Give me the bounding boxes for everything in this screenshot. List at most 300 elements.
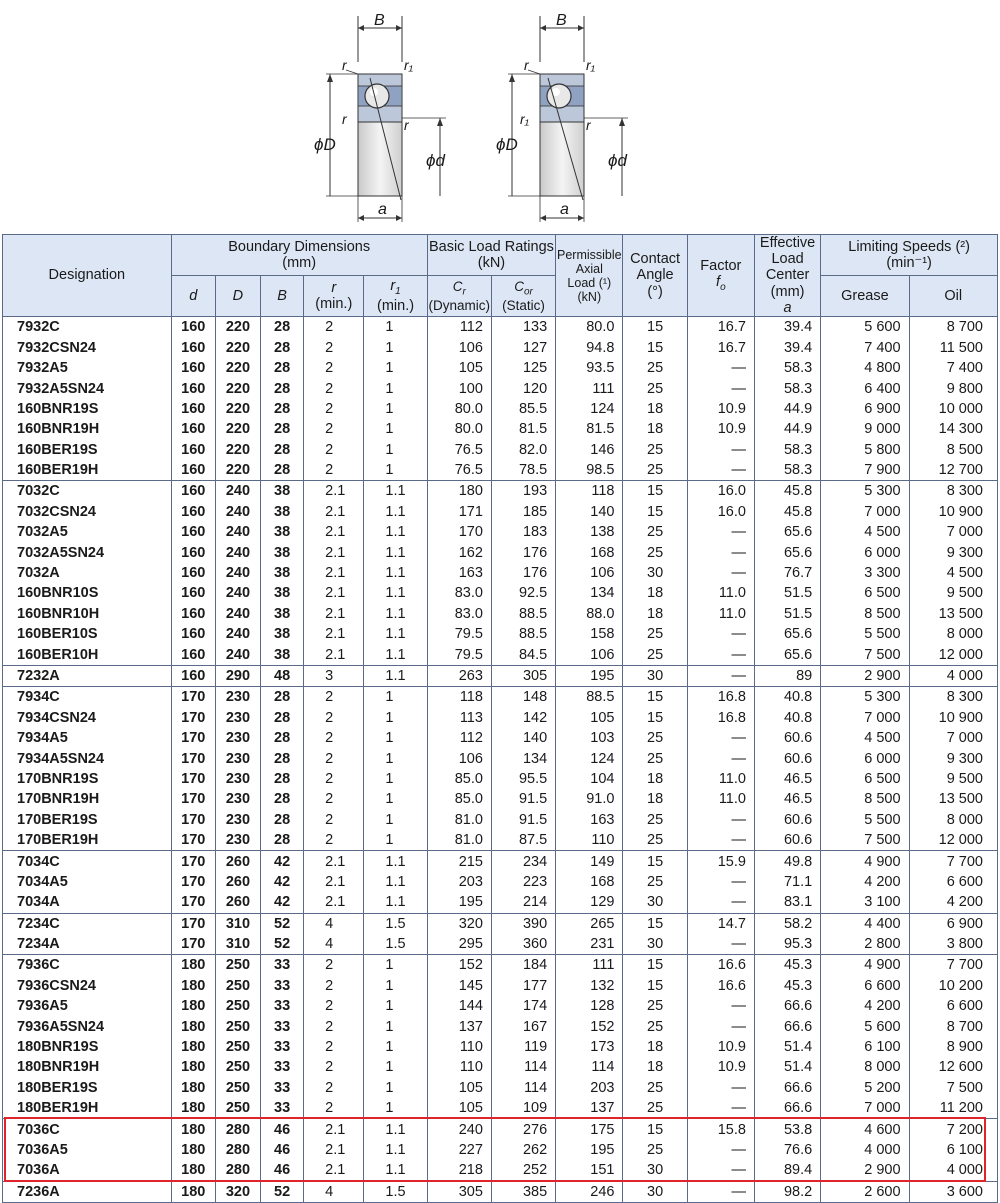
cell-r-min: 2	[304, 810, 364, 830]
cell-effective-load-center: 65.6	[754, 542, 820, 562]
cell-designation: 7234C	[3, 913, 172, 934]
cell-limiting-speed-oil: 7 000	[909, 728, 997, 748]
cell-designation: 7036A	[3, 1160, 172, 1181]
cell-D: 250	[215, 1078, 260, 1098]
cell-effective-load-center: 53.8	[754, 1119, 820, 1140]
header-effective-line3: Center	[765, 267, 810, 284]
cell-designation: 7932C	[3, 317, 172, 338]
cell-limiting-speed-oil: 3 800	[909, 934, 997, 955]
cell-r1-min: 1	[364, 1098, 427, 1119]
cell-B: 38	[261, 542, 304, 562]
cell-contact-angle: 25	[623, 728, 687, 748]
header-r	[304, 276, 364, 317]
cell-designation: 7932A5SN24	[3, 378, 172, 398]
cell-D: 240	[215, 502, 260, 522]
cell-cr-dynamic: 203	[427, 872, 491, 892]
cell-d: 160	[171, 542, 215, 562]
cell-limiting-speed-grease: 8 500	[821, 789, 909, 809]
cell-B: 28	[261, 769, 304, 789]
cell-r1-min: 1	[364, 338, 427, 358]
cell-designation: 7036C	[3, 1119, 172, 1140]
cell-cor-static: 305	[491, 665, 555, 686]
cell-effective-load-center: 51.5	[754, 604, 820, 624]
cell-factor-fo: 16.7	[687, 317, 754, 338]
cell-B: 33	[261, 1078, 304, 1098]
cell-B: 28	[261, 789, 304, 809]
cell-d: 170	[171, 728, 215, 748]
cell-D: 260	[215, 872, 260, 892]
cell-cr-dynamic: 295	[427, 934, 491, 955]
table-row	[3, 399, 998, 419]
cell-contact-angle: 30	[623, 1181, 687, 1202]
cell-contact-angle: 15	[623, 317, 687, 338]
cell-effective-load-center: 66.6	[754, 996, 820, 1016]
cell-r-min: 4	[304, 1181, 364, 1202]
cell-limiting-speed-oil: 12 000	[909, 644, 997, 665]
cell-effective-load-center: 66.6	[754, 1098, 820, 1119]
cell-effective-load-center: 65.6	[754, 644, 820, 665]
table-row	[3, 851, 998, 872]
cell-limiting-speed-grease: 2 900	[821, 1160, 909, 1181]
cell-designation: 170BER19S	[3, 810, 172, 830]
cell-permissible-axial-load: 149	[556, 851, 623, 872]
table-row	[3, 1119, 998, 1140]
cell-cr-dynamic: 110	[427, 1037, 491, 1057]
cell-designation: 170BNR19S	[3, 769, 172, 789]
cell-r-min: 2	[304, 1057, 364, 1077]
cell-cr-dynamic: 137	[427, 1016, 491, 1036]
cell-D: 280	[215, 1140, 260, 1160]
cell-r-min: 2	[304, 830, 364, 851]
cell-effective-load-center: 51.4	[754, 1057, 820, 1077]
cell-limiting-speed-grease: 6 400	[821, 378, 909, 398]
cell-factor-fo: 10.9	[687, 419, 754, 439]
cell-d: 160	[171, 502, 215, 522]
cell-r1-min: 1.5	[364, 1181, 427, 1202]
cell-limiting-speed-grease: 3 300	[821, 563, 909, 583]
cell-d: 170	[171, 810, 215, 830]
cell-effective-load-center: 66.6	[754, 1078, 820, 1098]
cell-designation: 7034A	[3, 892, 172, 913]
bearing-diagrams	[0, 0, 1000, 234]
cell-designation: 7036A5	[3, 1140, 172, 1160]
cell-r1-min: 1	[364, 1078, 427, 1098]
cell-factor-fo: —	[687, 728, 754, 748]
table-row	[3, 913, 998, 934]
cell-r1-min: 1	[364, 810, 427, 830]
cell-limiting-speed-grease: 4 400	[821, 913, 909, 934]
cell-cr-dynamic: 152	[427, 955, 491, 976]
cell-B: 28	[261, 399, 304, 419]
cell-d: 160	[171, 644, 215, 665]
cell-designation: 160BNR10H	[3, 604, 172, 624]
table-row	[3, 789, 998, 809]
cell-cor-static: 82.0	[491, 440, 555, 460]
cell-B: 28	[261, 317, 304, 338]
cell-designation: 7934C	[3, 687, 172, 708]
dimension-label-r-right: r	[586, 117, 591, 133]
cell-effective-load-center: 60.6	[754, 728, 820, 748]
cell-limiting-speed-oil: 9 300	[909, 748, 997, 768]
cell-limiting-speed-grease: 7 900	[821, 460, 909, 481]
cell-designation: 7032A5	[3, 522, 172, 542]
table-row	[3, 460, 998, 481]
cell-cr-dynamic: 76.5	[427, 460, 491, 481]
table-row	[3, 644, 998, 665]
header-permissible-axial-load	[556, 235, 623, 317]
cell-limiting-speed-oil: 10 200	[909, 976, 997, 996]
cell-permissible-axial-load: 80.0	[556, 317, 623, 338]
cell-cor-static: 88.5	[491, 604, 555, 624]
cell-r-min: 2	[304, 358, 364, 378]
cell-effective-load-center: 98.2	[754, 1181, 820, 1202]
cell-permissible-axial-load: 93.5	[556, 358, 623, 378]
cell-d: 180	[171, 1016, 215, 1036]
cell-limiting-speed-oil: 4 500	[909, 563, 997, 583]
cell-factor-fo: —	[687, 440, 754, 460]
cell-permissible-axial-load: 134	[556, 583, 623, 603]
cell-r-min: 2	[304, 748, 364, 768]
cell-limiting-speed-oil: 7 400	[909, 358, 997, 378]
cell-contact-angle: 25	[623, 522, 687, 542]
header-cr-symbol: $C_r$	[452, 279, 466, 298]
cell-cor-static: 140	[491, 728, 555, 748]
table-row	[3, 542, 998, 562]
cell-cor-static: 262	[491, 1140, 555, 1160]
header-cor-sub: (Static)	[502, 298, 545, 313]
cell-cr-dynamic: 79.5	[427, 644, 491, 665]
cell-r-min: 2	[304, 1016, 364, 1036]
cell-B: 28	[261, 338, 304, 358]
cell-r1-min: 1	[364, 1016, 427, 1036]
cell-limiting-speed-oil: 12 000	[909, 830, 997, 851]
table-row	[3, 522, 998, 542]
cell-cor-static: 385	[491, 1181, 555, 1202]
cell-r1-min: 1	[364, 708, 427, 728]
cell-r1-min: 1.1	[364, 583, 427, 603]
cell-B: 33	[261, 1098, 304, 1119]
cell-effective-load-center: 71.1	[754, 872, 820, 892]
header-contact-line1: Contact	[630, 251, 681, 268]
cell-permissible-axial-load: 106	[556, 644, 623, 665]
cell-contact-angle: 18	[623, 583, 687, 603]
cell-cr-dynamic: 170	[427, 522, 491, 542]
cell-cr-dynamic: 85.0	[427, 769, 491, 789]
table-row	[3, 1160, 998, 1181]
cell-limiting-speed-grease: 2 600	[821, 1181, 909, 1202]
cell-factor-fo: 11.0	[687, 583, 754, 603]
cell-contact-angle: 25	[623, 542, 687, 562]
cell-effective-load-center: 58.3	[754, 460, 820, 481]
cell-permissible-axial-load: 103	[556, 728, 623, 748]
cell-r-min: 2.1	[304, 502, 364, 522]
cell-contact-angle: 25	[623, 748, 687, 768]
cell-r1-min: 1	[364, 687, 427, 708]
header-oil: Oil	[909, 276, 997, 317]
cell-designation: 160BER19H	[3, 460, 172, 481]
cell-limiting-speed-oil: 8 000	[909, 810, 997, 830]
cell-cor-static: 87.5	[491, 830, 555, 851]
cell-factor-fo: —	[687, 624, 754, 644]
cell-r1-min: 1	[364, 830, 427, 851]
cell-B: 52	[261, 913, 304, 934]
bearing-cross-section-diagram-right	[482, 0, 642, 234]
cell-r-min: 2	[304, 728, 364, 748]
cell-cor-static: 134	[491, 748, 555, 768]
table-row	[3, 934, 998, 955]
cell-cor-static: 223	[491, 872, 555, 892]
dimension-label-r-right: r	[404, 117, 409, 133]
cell-permissible-axial-load: 118	[556, 481, 623, 502]
cell-contact-angle: 25	[623, 1098, 687, 1119]
table-row	[3, 419, 998, 439]
cell-d: 160	[171, 338, 215, 358]
cell-effective-load-center: 46.5	[754, 769, 820, 789]
table-row	[3, 1140, 998, 1160]
cell-cor-static: 193	[491, 481, 555, 502]
cell-factor-fo: —	[687, 996, 754, 1016]
cell-r1-min: 1.1	[364, 872, 427, 892]
header-contact-line2: Angle	[636, 267, 674, 284]
cell-D: 240	[215, 542, 260, 562]
cell-r-min: 2	[304, 769, 364, 789]
header-factor-label: Factor	[700, 257, 742, 274]
cell-r1-min: 1	[364, 440, 427, 460]
cell-limiting-speed-oil: 13 500	[909, 604, 997, 624]
cell-permissible-axial-load: 203	[556, 1078, 623, 1098]
cell-cor-static: 95.5	[491, 769, 555, 789]
cell-B: 28	[261, 830, 304, 851]
cell-D: 250	[215, 1057, 260, 1077]
table-row	[3, 687, 998, 708]
cell-limiting-speed-oil: 10 000	[909, 399, 997, 419]
cell-B: 46	[261, 1119, 304, 1140]
cell-B: 38	[261, 481, 304, 502]
cell-r-min: 2	[304, 338, 364, 358]
cell-d: 160	[171, 604, 215, 624]
cell-cr-dynamic: 80.0	[427, 419, 491, 439]
cell-D: 220	[215, 317, 260, 338]
cell-factor-fo: —	[687, 1098, 754, 1119]
dimension-label-r1-top: r₁	[586, 57, 596, 73]
cell-limiting-speed-grease: 7 000	[821, 708, 909, 728]
cell-factor-fo: —	[687, 1016, 754, 1036]
cell-effective-load-center: 95.3	[754, 934, 820, 955]
cell-limiting-speed-grease: 5 600	[821, 317, 909, 338]
cell-r-min: 2	[304, 378, 364, 398]
cell-r-min: 2.1	[304, 1119, 364, 1140]
cell-designation: 7032A5SN24	[3, 542, 172, 562]
cell-contact-angle: 30	[623, 1160, 687, 1181]
cell-effective-load-center: 51.5	[754, 583, 820, 603]
cell-d: 160	[171, 440, 215, 460]
cell-d: 170	[171, 708, 215, 728]
cell-r-min: 2	[304, 687, 364, 708]
cell-effective-load-center: 58.3	[754, 378, 820, 398]
cell-D: 260	[215, 892, 260, 913]
cell-permissible-axial-load: 94.8	[556, 338, 623, 358]
cell-designation: 7934A5	[3, 728, 172, 748]
cell-limiting-speed-oil: 8 900	[909, 1037, 997, 1057]
dimension-label-phiD: ϕD	[496, 135, 518, 154]
cell-limiting-speed-grease: 6 900	[821, 399, 909, 419]
cell-limiting-speed-grease: 8 500	[821, 604, 909, 624]
cell-contact-angle: 25	[623, 358, 687, 378]
cell-cr-dynamic: 263	[427, 665, 491, 686]
cell-r-min: 2.1	[304, 851, 364, 872]
cell-r-min: 2	[304, 976, 364, 996]
cell-cr-dynamic: 240	[427, 1119, 491, 1140]
cell-B: 38	[261, 604, 304, 624]
cell-D: 240	[215, 583, 260, 603]
cell-D: 240	[215, 604, 260, 624]
cell-effective-load-center: 60.6	[754, 748, 820, 768]
cell-designation: 160BNR19S	[3, 399, 172, 419]
cell-limiting-speed-grease: 5 600	[821, 1016, 909, 1036]
cell-limiting-speed-oil: 6 100	[909, 1140, 997, 1160]
cell-B: 52	[261, 1181, 304, 1202]
cell-designation: 180BER19H	[3, 1098, 172, 1119]
cell-contact-angle: 15	[623, 708, 687, 728]
cell-cor-static: 85.5	[491, 399, 555, 419]
cell-limiting-speed-oil: 8 700	[909, 317, 997, 338]
header-contact-line3: (°)	[647, 283, 663, 300]
cell-cr-dynamic: 163	[427, 563, 491, 583]
cell-contact-angle: 25	[623, 810, 687, 830]
cell-factor-fo: 16.0	[687, 481, 754, 502]
cell-factor-fo: —	[687, 378, 754, 398]
cell-limiting-speed-grease: 4 500	[821, 522, 909, 542]
cell-B: 42	[261, 892, 304, 913]
cell-contact-angle: 15	[623, 502, 687, 522]
cell-limiting-speed-grease: 7 500	[821, 644, 909, 665]
cell-designation: 7934CSN24	[3, 708, 172, 728]
cell-r-min: 2.1	[304, 563, 364, 583]
cell-limiting-speed-oil: 10 900	[909, 708, 997, 728]
cell-d: 160	[171, 563, 215, 583]
cell-permissible-axial-load: 138	[556, 522, 623, 542]
cell-limiting-speed-grease: 2 800	[821, 934, 909, 955]
cell-effective-load-center: 44.9	[754, 399, 820, 419]
cell-limiting-speed-oil: 9 300	[909, 542, 997, 562]
cell-cr-dynamic: 106	[427, 338, 491, 358]
cell-B: 46	[261, 1140, 304, 1160]
cell-contact-angle: 18	[623, 769, 687, 789]
table-row	[3, 955, 998, 976]
cell-designation: 170BER19H	[3, 830, 172, 851]
table-row	[3, 976, 998, 996]
cell-r1-min: 1	[364, 769, 427, 789]
cell-d: 170	[171, 892, 215, 913]
cell-r-min: 2	[304, 996, 364, 1016]
cell-cor-static: 176	[491, 542, 555, 562]
cell-B: 38	[261, 502, 304, 522]
header-boundary-dimensions	[171, 235, 427, 276]
cell-D: 230	[215, 687, 260, 708]
cell-d: 160	[171, 665, 215, 686]
cell-cor-static: 360	[491, 934, 555, 955]
cell-factor-fo: 16.6	[687, 976, 754, 996]
cell-cr-dynamic: 85.0	[427, 789, 491, 809]
cell-limiting-speed-grease: 6 500	[821, 769, 909, 789]
cell-B: 48	[261, 665, 304, 686]
cell-r-min: 2	[304, 955, 364, 976]
cell-cr-dynamic: 81.0	[427, 810, 491, 830]
cell-effective-load-center: 65.6	[754, 624, 820, 644]
cell-d: 170	[171, 687, 215, 708]
cell-d: 180	[171, 976, 215, 996]
cell-d: 170	[171, 830, 215, 851]
cell-cor-static: 176	[491, 563, 555, 583]
cell-d: 180	[171, 1057, 215, 1077]
cell-cor-static: 177	[491, 976, 555, 996]
cell-B: 52	[261, 934, 304, 955]
cell-limiting-speed-oil: 12 600	[909, 1057, 997, 1077]
table-row	[3, 317, 998, 338]
cell-cr-dynamic: 105	[427, 358, 491, 378]
cell-r-min: 2	[304, 1037, 364, 1057]
cell-permissible-axial-load: 151	[556, 1160, 623, 1181]
cell-d: 180	[171, 1181, 215, 1202]
cell-limiting-speed-grease: 3 100	[821, 892, 909, 913]
cell-factor-fo: —	[687, 563, 754, 583]
cell-contact-angle: 18	[623, 399, 687, 419]
cell-d: 180	[171, 996, 215, 1016]
cell-r-min: 2	[304, 419, 364, 439]
dimension-label-r1-left: r₁	[520, 111, 530, 127]
cell-limiting-speed-grease: 6 600	[821, 976, 909, 996]
cell-D: 230	[215, 769, 260, 789]
table-body	[3, 317, 998, 1203]
cell-limiting-speed-grease: 8 000	[821, 1057, 909, 1077]
cell-r1-min: 1	[364, 789, 427, 809]
cell-factor-fo: 16.8	[687, 687, 754, 708]
cell-cr-dynamic: 105	[427, 1078, 491, 1098]
cell-r-min: 2.1	[304, 644, 364, 665]
cell-limiting-speed-oil: 8 300	[909, 481, 997, 502]
cell-limiting-speed-oil: 7 500	[909, 1078, 997, 1098]
cell-permissible-axial-load: 146	[556, 440, 623, 460]
cell-r-min: 2	[304, 440, 364, 460]
cell-B: 42	[261, 851, 304, 872]
cell-designation: 7236A	[3, 1181, 172, 1202]
cell-D: 310	[215, 934, 260, 955]
cell-contact-angle: 15	[623, 851, 687, 872]
cell-permissible-axial-load: 81.5	[556, 419, 623, 439]
cell-effective-load-center: 40.8	[754, 687, 820, 708]
cell-contact-angle: 30	[623, 665, 687, 686]
cell-r-min: 2.1	[304, 583, 364, 603]
cell-limiting-speed-grease: 5 300	[821, 687, 909, 708]
cell-factor-fo: 16.7	[687, 338, 754, 358]
cell-effective-load-center: 44.9	[754, 419, 820, 439]
dimension-label-r-left: r	[342, 111, 347, 127]
cell-factor-fo: 11.0	[687, 769, 754, 789]
cell-contact-angle: 25	[623, 996, 687, 1016]
cell-r1-min: 1.5	[364, 913, 427, 934]
cell-limiting-speed-oil: 8 300	[909, 687, 997, 708]
cell-cor-static: 276	[491, 1119, 555, 1140]
header-permissible-line3: Load (¹)	[567, 275, 612, 290]
cell-cor-static: 88.5	[491, 624, 555, 644]
cell-effective-load-center: 58.3	[754, 440, 820, 460]
cell-D: 220	[215, 358, 260, 378]
cell-cor-static: 78.5	[491, 460, 555, 481]
table-row	[3, 583, 998, 603]
cell-designation: 7234A	[3, 934, 172, 955]
header-permissible-line2: Axial	[575, 261, 603, 276]
cell-effective-load-center: 89	[754, 665, 820, 686]
